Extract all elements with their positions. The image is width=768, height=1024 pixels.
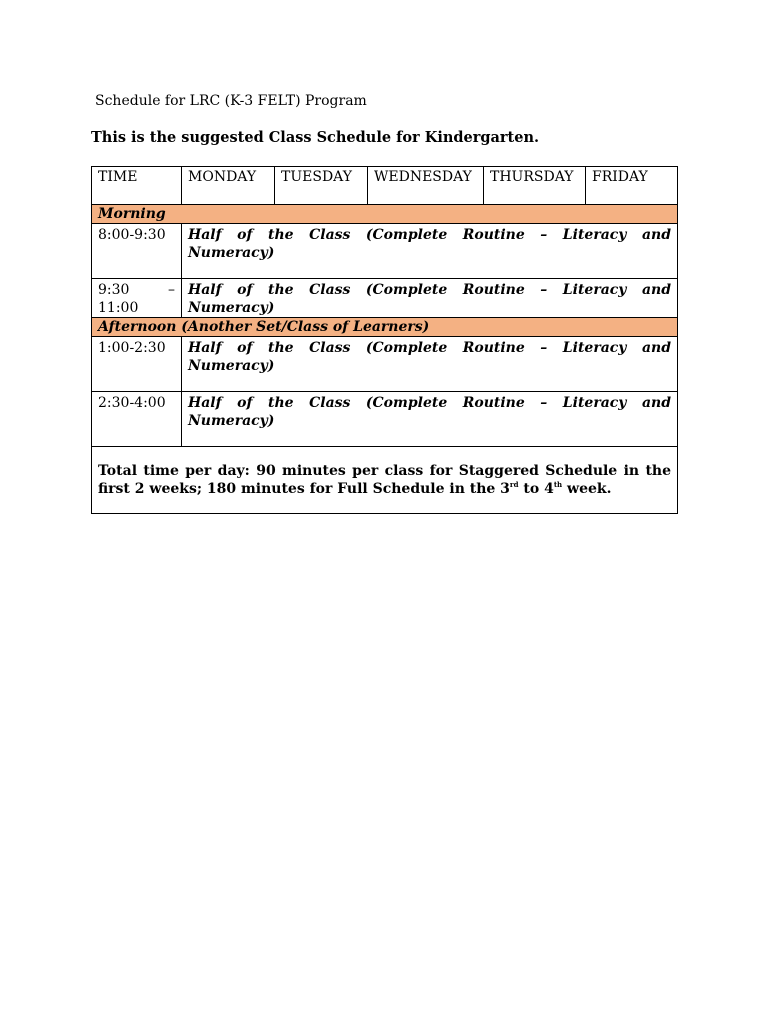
header-thursday: THURSDAY: [484, 167, 586, 205]
time-cell: 1:00-2:30: [92, 337, 182, 392]
header-friday: FRIDAY: [586, 167, 678, 205]
time-cell: 2:30-4:00: [92, 392, 182, 447]
total-sup-rd: rd: [509, 480, 519, 489]
table-row: [92, 337, 678, 392]
schedule-table: [91, 166, 678, 514]
header-wednesday: WEDNESDAY: [368, 167, 484, 205]
morning-section-row: [92, 205, 678, 224]
activity-cell: Half of the Class (Complete Routine – Literacy and Numeracy): [182, 279, 678, 318]
table-row: [92, 279, 678, 318]
table-row: [92, 224, 678, 279]
total-row: [92, 447, 678, 514]
total-cell: [92, 447, 678, 514]
afternoon-label: Afternoon (Another Set/Class of Learners): [92, 318, 678, 337]
time-cell: 9:30 – 11:00: [92, 279, 182, 318]
header-time: TIME: [92, 167, 182, 205]
header-row: [92, 167, 678, 205]
document-title: Schedule for LRC (K-3 FELT) Program: [95, 93, 367, 109]
afternoon-section-row: [92, 318, 678, 337]
time-cell: 8:00-9:30: [92, 224, 182, 279]
total-text-part: week.: [562, 481, 612, 497]
table-row: [92, 392, 678, 447]
intro-text: This is the suggested Class Schedule for Kindergarten.: [91, 129, 540, 146]
header-monday: MONDAY: [182, 167, 275, 205]
header-tuesday: TUESDAY: [275, 167, 368, 205]
total-text-part: Total time per day: 90 minutes per class for Staggered Schedule in the first 2 weeks; 180 minutes for Full Schedule in the 3: [98, 463, 671, 497]
activity-cell: Half of the Class (Complete Routine – Literacy and Numeracy): [182, 224, 678, 279]
total-text-part: to 4: [518, 481, 554, 497]
activity-cell: Half of the Class (Complete Routine – Literacy and Numeracy): [182, 337, 678, 392]
activity-cell: Half of the Class (Complete Routine – Literacy and Numeracy): [182, 392, 678, 447]
total-sup-th: th: [553, 480, 563, 489]
morning-label: Morning: [92, 205, 678, 224]
